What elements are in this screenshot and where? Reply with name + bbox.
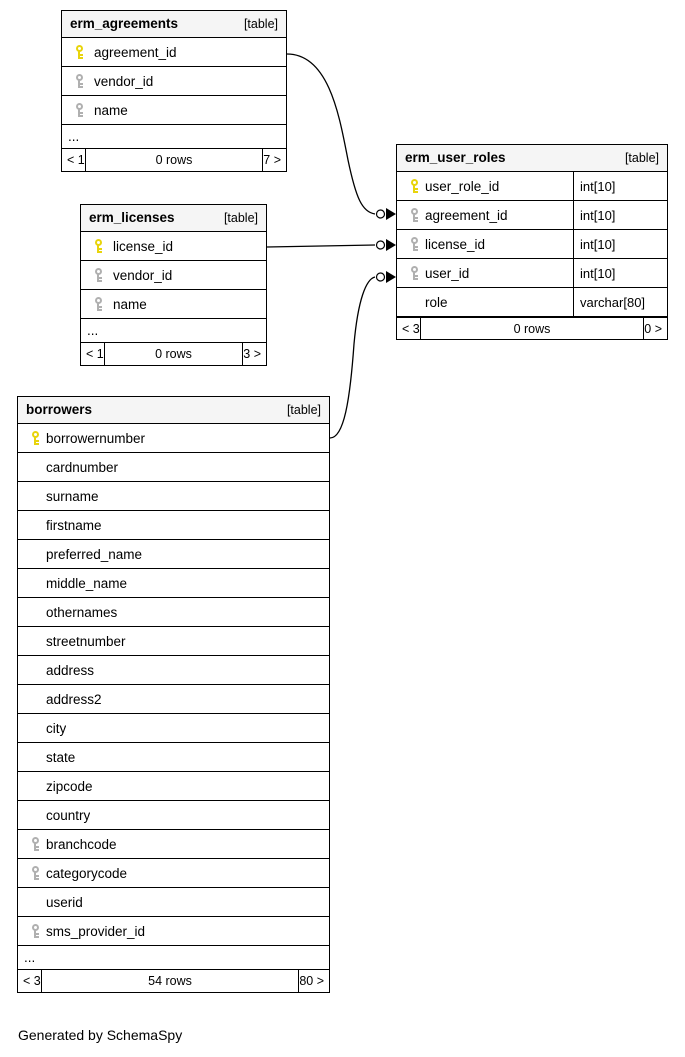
relationship-line-license: [267, 245, 375, 247]
column-name: country: [46, 807, 91, 823]
footer-rowcount: 0 rows: [104, 343, 244, 365]
table-row[interactable]: [18, 743, 329, 772]
table-row[interactable]: [397, 172, 667, 201]
relationship-endpoint-circle: [377, 210, 385, 218]
primary-key-icon: [68, 45, 90, 59]
table-row[interactable]: [397, 288, 667, 317]
column-name: preferred_name: [46, 546, 143, 562]
table-row[interactable]: [18, 859, 329, 888]
relationship-endpoint-circle: [377, 241, 385, 249]
column-name: streetnumber: [46, 633, 126, 649]
column-name: agreement_id: [94, 44, 177, 60]
table-row[interactable]: [18, 540, 329, 569]
table-row[interactable]: [81, 232, 266, 261]
table-header: [81, 205, 266, 232]
table-erm_user_roles[interactable]: [396, 144, 668, 340]
table-erm_licenses[interactable]: [80, 204, 267, 366]
table-header: [397, 145, 667, 172]
table-row[interactable]: [81, 290, 266, 319]
column-name: name: [94, 102, 128, 118]
relationship-line-agreement: [287, 54, 375, 214]
table-row[interactable]: [18, 627, 329, 656]
table-row[interactable]: [18, 424, 329, 453]
table-erm_agreements[interactable]: [61, 10, 287, 172]
footer-rowcount: 0 rows: [85, 149, 264, 171]
relationship-crowfoot: [386, 208, 396, 220]
footer-children[interactable]: 7 >: [263, 153, 281, 167]
table-row[interactable]: [18, 801, 329, 830]
table-row[interactable]: [18, 830, 329, 859]
column-name: address2: [46, 691, 102, 707]
footer-children[interactable]: 80 >: [299, 974, 324, 988]
table-title: erm_user_roles: [405, 150, 506, 165]
table-header: [18, 397, 329, 424]
column-type: int[10]: [573, 230, 667, 258]
foreign-key-icon: [87, 268, 109, 282]
foreign-key-icon: [403, 237, 425, 251]
primary-key-icon: [87, 239, 109, 253]
foreign-key-icon: [403, 208, 425, 222]
more-columns-indicator: ...: [81, 319, 266, 343]
primary-key-icon: [24, 431, 46, 445]
table-title: erm_agreements: [70, 16, 179, 31]
column-name: cardnumber: [46, 459, 119, 475]
column-name: sms_provider_id: [46, 923, 146, 939]
column-name: license_id: [425, 236, 486, 252]
relationship-crowfoot: [386, 239, 396, 251]
footer-children[interactable]: 0 >: [644, 321, 662, 336]
column-name: state: [46, 749, 76, 765]
column-name: user_role_id: [425, 178, 500, 194]
table-row[interactable]: [18, 598, 329, 627]
column-name: user_id: [425, 265, 470, 281]
column-name: license_id: [113, 238, 174, 254]
table-row[interactable]: [18, 656, 329, 685]
column-name: vendor_id: [94, 73, 154, 89]
table-title: borrowers: [26, 402, 93, 417]
table-row[interactable]: [397, 259, 667, 288]
table-row[interactable]: [18, 453, 329, 482]
relationship-line-user: [330, 277, 375, 438]
table-footer: [397, 317, 667, 339]
table-footer: [62, 149, 286, 171]
foreign-key-icon: [87, 297, 109, 311]
column-name: firstname: [46, 517, 102, 533]
column-name: branchcode: [46, 836, 117, 852]
column-name: othernames: [46, 604, 118, 620]
foreign-key-icon: [24, 866, 46, 880]
table-row[interactable]: [397, 201, 667, 230]
foreign-key-icon: [68, 74, 90, 88]
footer-parents[interactable]: < 1: [67, 153, 85, 167]
column-name: categorycode: [46, 865, 128, 881]
table-row[interactable]: [62, 96, 286, 125]
column-name: role: [425, 294, 448, 310]
footer-parents[interactable]: < 3: [23, 974, 41, 988]
table-footer: [18, 970, 329, 992]
primary-key-icon: [403, 179, 425, 193]
column-type: int[10]: [573, 259, 667, 287]
relationship-endpoint-circle: [377, 273, 385, 281]
table-kind: [table]: [624, 150, 659, 165]
table-row[interactable]: [18, 482, 329, 511]
table-row[interactable]: [62, 38, 286, 67]
table-header: [62, 11, 286, 38]
table-footer: [81, 343, 266, 365]
table-kind: [table]: [286, 402, 321, 417]
more-columns-indicator: ...: [62, 125, 286, 149]
foreign-key-icon: [68, 103, 90, 117]
table-row[interactable]: [18, 714, 329, 743]
column-type: varchar[80]: [573, 288, 667, 316]
relationship-crowfoot: [386, 271, 396, 283]
column-name: borrowernumber: [46, 430, 146, 446]
column-name: userid: [46, 894, 83, 910]
column-name: vendor_id: [113, 267, 173, 283]
more-columns-indicator: ...: [18, 946, 329, 970]
table-kind: [table]: [223, 210, 258, 225]
column-name: name: [113, 296, 147, 312]
column-name: address: [46, 662, 95, 678]
column-type: int[10]: [573, 172, 667, 200]
table-row[interactable]: [18, 772, 329, 801]
table-row[interactable]: [62, 67, 286, 96]
column-name: surname: [46, 488, 99, 504]
footer-rowcount: 54 rows: [41, 970, 300, 992]
table-row[interactable]: [18, 569, 329, 598]
footer-parents[interactable]: < 1: [86, 347, 104, 361]
column-type: int[10]: [573, 201, 667, 229]
table-row[interactable]: [397, 230, 667, 259]
column-name: zipcode: [46, 778, 93, 794]
column-name: agreement_id: [425, 207, 508, 223]
footer-parents[interactable]: < 3: [402, 321, 420, 336]
table-row[interactable]: [18, 511, 329, 540]
table-title: erm_licenses: [89, 210, 175, 225]
generated-by-caption: Generated by SchemaSpy: [18, 1027, 183, 1043]
foreign-key-icon: [403, 266, 425, 280]
column-name: middle_name: [46, 575, 128, 591]
table-row[interactable]: [18, 685, 329, 714]
footer-children[interactable]: 3 >: [243, 347, 261, 361]
table-kind: [table]: [243, 16, 278, 31]
table-row[interactable]: [81, 261, 266, 290]
foreign-key-icon: [24, 924, 46, 938]
foreign-key-icon: [24, 837, 46, 851]
table-row[interactable]: [18, 888, 329, 917]
column-name: city: [46, 720, 67, 736]
footer-rowcount: 0 rows: [420, 318, 645, 339]
table-row[interactable]: [18, 917, 329, 946]
table-borrowers[interactable]: [17, 396, 330, 993]
